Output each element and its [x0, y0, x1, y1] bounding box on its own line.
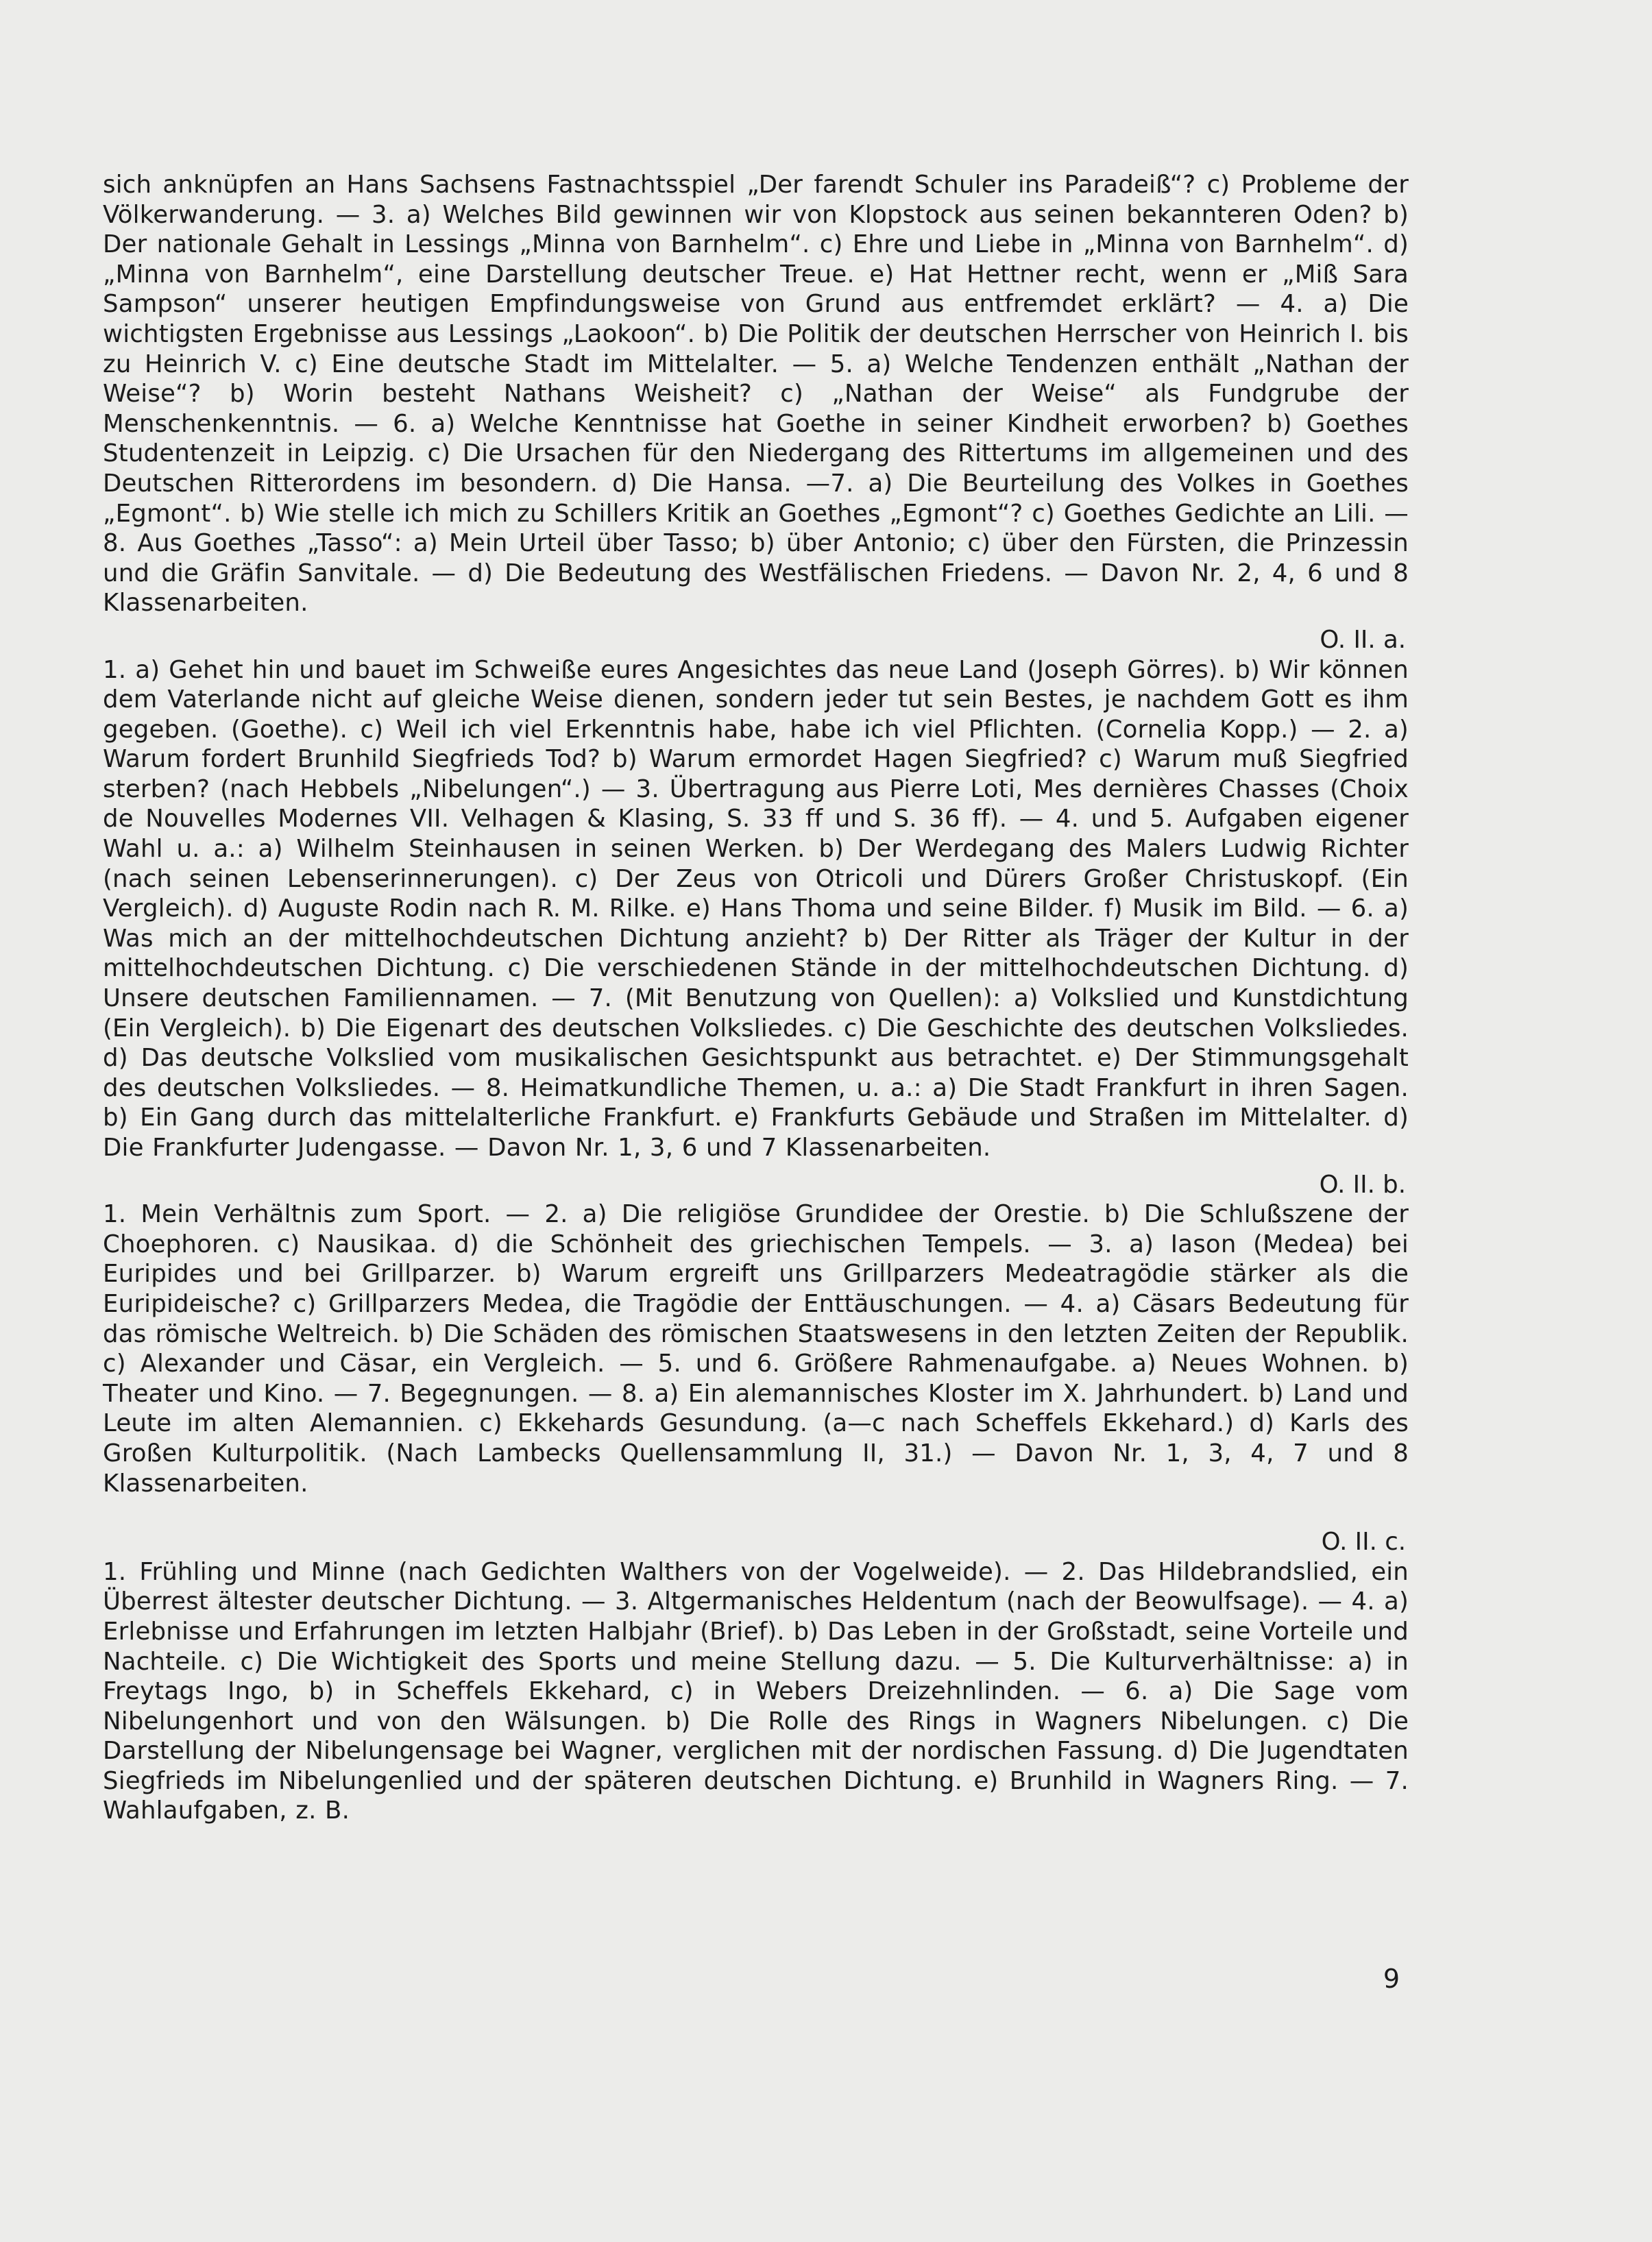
- paragraph-o2c: 1. Frühling und Minne (nach Gedichten Walthers von der Vogelweide). — 2. Das Hildebrandslied, ein Überrest ältester deutscher Dichtung. — 3. Altgermanisches Heldentum (nach der Beowulfsage). — 4. a) Erlebnisse und Erfahrungen im letzten Halbjahr (Brief). b) Das Leben in der Großstadt, seine Vorteile und Nachteile. c) Die Wichtigkeit des Sports und meine Stellung dazu. — 5. Die Kulturverhältnisse: a) in Freytags Ingo, b) in Scheffels Ekkehard, c) in Webers Dreizehnlinden. — 6. a) Die Sage vom Nibelungenhort und von den Wälsungen. b) Die Rolle des Rings in Wagners Nibelungen. c) Die Darstellung der Nibelungensage bei Wagner, verglichen mit der nordischen Fassung. d) Die Jugendtaten Siegfrieds im Nibelungenlied und der späteren deutschen Dichtung. e) Brunhild in Wagners Ring. — 7. Wahlaufgaben, z. B.: [103, 1557, 1409, 1825]
- paragraph-continuation: sich anknüpfen an Hans Sachsens Fastnachtsspiel „Der farendt Schuler ins Paradeiß“? c) Probleme der Völkerwanderung. — 3. a) Welches Bild gewinnen wir von Klopstock aus seinen bekannteren Oden? b) Der nationale Gehalt in Lessings „Minna von Barnhelm“. c) Ehre und Liebe in „Minna von Barnhelm“. d) „Minna von Barnhelm“, eine Darstellung deutscher Treue. e) Hat Hettner recht, wenn er „Miß Sara Sampson“ unserer heutigen Empfindungsweise von Grund aus entfremdet erklärt? — 4. a) Die wichtigsten Ergebnisse aus Lessings „Laokoon“. b) Die Politik der deutschen Herrscher von Heinrich I. bis zu Heinrich V. c) Eine deutsche Stadt im Mittelalter. — 5. a) Welche Tendenzen enthält „Nathan der Weise“? b) Worin besteht Nathans Weisheit? c) „Nathan der Weise“ als Fundgrube der Menschenkenntnis. — 6. a) Welche Kenntnisse hat Goethe in seiner Kindheit erworben? b) Goethes Studentenzeit in Leipzig. c) Die Ursachen für den Niedergang des Rittertums im allgemeinen und des Deutschen Ritterordens im besondern. d) Die Hansa. —7. a) Die Beurteilung des Volkes in Goethes „Egmont“. b) Wie stelle ich mich zu Schillers Kritik an Goethes „Egmont“? c) Goethes Gedichte an Lili. — 8. Aus Goethes „Tasso“: a) Mein Urteil über Tasso; b) über Antonio; c) über den Fürsten, die Prinzessin und die Gräfin Sanvitale. — d) Die Bedeutung des Westfälischen Friedens. — Davon Nr. 2, 4, 6 und 8 Klassenarbeiten.: [103, 171, 1409, 618]
- page-number: 9: [1383, 1964, 1400, 1994]
- paragraph-o2b: 1. Mein Verhältnis zum Sport. — 2. a) Die religiöse Grundidee der Orestie. b) Die Schlußszene der Choephoren. c) Nausikaa. d) die Schönheit des griechischen Tempels. — 3. a) Iason (Medea) bei Euripides und bei Grillparzer. b) Warum ergreift uns Grillparzers Medeatragödie stärker als die Euripideische? c) Grillparzers Medea, die Tragödie der Enttäuschungen. — 4. a) Cäsars Bedeutung für das römische Weltreich. b) Die Schäden des römischen Staatswesens in den letzten Zeiten der Republik. c) Alexander und Cäsar, ein Vergleich. — 5. und 6. Größere Rahmenaufgabe. a) Neues Wohnen. b) Theater und Kino. — 7. Begegnungen. — 8. a) Ein alemannisches Kloster im X. Jahrhundert. b) Land und Leute im alten Alemannien. c) Ekkehards Gesundung. (a—c nach Scheffels Ekkehard.) d) Karls des Großen Kulturpolitik. (Nach Lambecks Quellensammlung II, 31.) — Davon Nr. 1, 3, 4, 7 und 8 Klassenarbeiten.: [103, 1200, 1409, 1498]
- class-heading-o2b: O. II. b.: [1319, 1170, 1406, 1199]
- class-heading-o2a: O. II. a.: [1320, 625, 1406, 654]
- class-heading-o2c: O. II. c.: [1321, 1528, 1406, 1557]
- paragraph-o2a: 1. a) Gehet hin und bauet im Schweiße eures Angesichtes das neue Land (Joseph Görres). b) Wir können dem Vaterlande nicht auf gleiche Weise dienen, sondern jeder tut sein Bestes, je nachdem Gott es ihm gegeben. (Goethe). c) Weil ich viel Erkenntnis habe, habe ich viel Pflichten. (Cornelia Kopp.) — 2. a) Warum fordert Brunhild Siegfrieds Tod? b) Warum ermordet Hagen Siegfried? c) Warum muß Siegfried sterben? (nach Hebbels „Nibelungen“.) — 3. Übertragung aus Pierre Loti, Mes dernières Chasses (Choix de Nouvelles Modernes VII. Velhagen & Klasing, S. 33 ff und S. 36 ff). — 4. und 5. Aufgaben eigener Wahl u. a.: a) Wilhelm Steinhausen in seinen Werken. b) Der Werdegang des Malers Ludwig Richter (nach seinen Lebenserinnerungen). c) Der Zeus von Otricoli und Dürers Großer Christuskopf. (Ein Vergleich). d) Auguste Rodin nach R. M. Rilke. e) Hans Thoma und seine Bilder. f) Musik im Bild. — 6. a) Was mich an der mittelhochdeutschen Dichtung anzieht? b) Der Ritter als Träger der Kultur in der mittelhochdeutschen Dichtung. c) Die verschiedenen Stände in der mittelhochdeutschen Dichtung. d) Unsere deutschen Familiennamen. — 7. (Mit Benutzung von Quellen): a) Volkslied und Kunstdichtung (Ein Vergleich). b) Die Eigenart des deutschen Volksliedes. c) Die Geschichte des deutschen Volksliedes. d) Das deutsche Volkslied vom musikalischen Gesichtspunkt aus betrachtet. e) Der Stimmungsgehalt des deutschen Volksliedes. — 8. Heimatkundliche Themen, u. a.: a) Die Stadt Frankfurt in ihren Sagen. b) Ein Gang durch das mittelalterliche Frankfurt. e) Frankfurts Gebäude und Straßen im Mittelalter. d) Die Frankfurter Judengasse. — Davon Nr. 1, 3, 6 und 7 Klassenarbeiten.: [103, 655, 1409, 1162]
- page-body: [103, 170, 1409, 1826]
